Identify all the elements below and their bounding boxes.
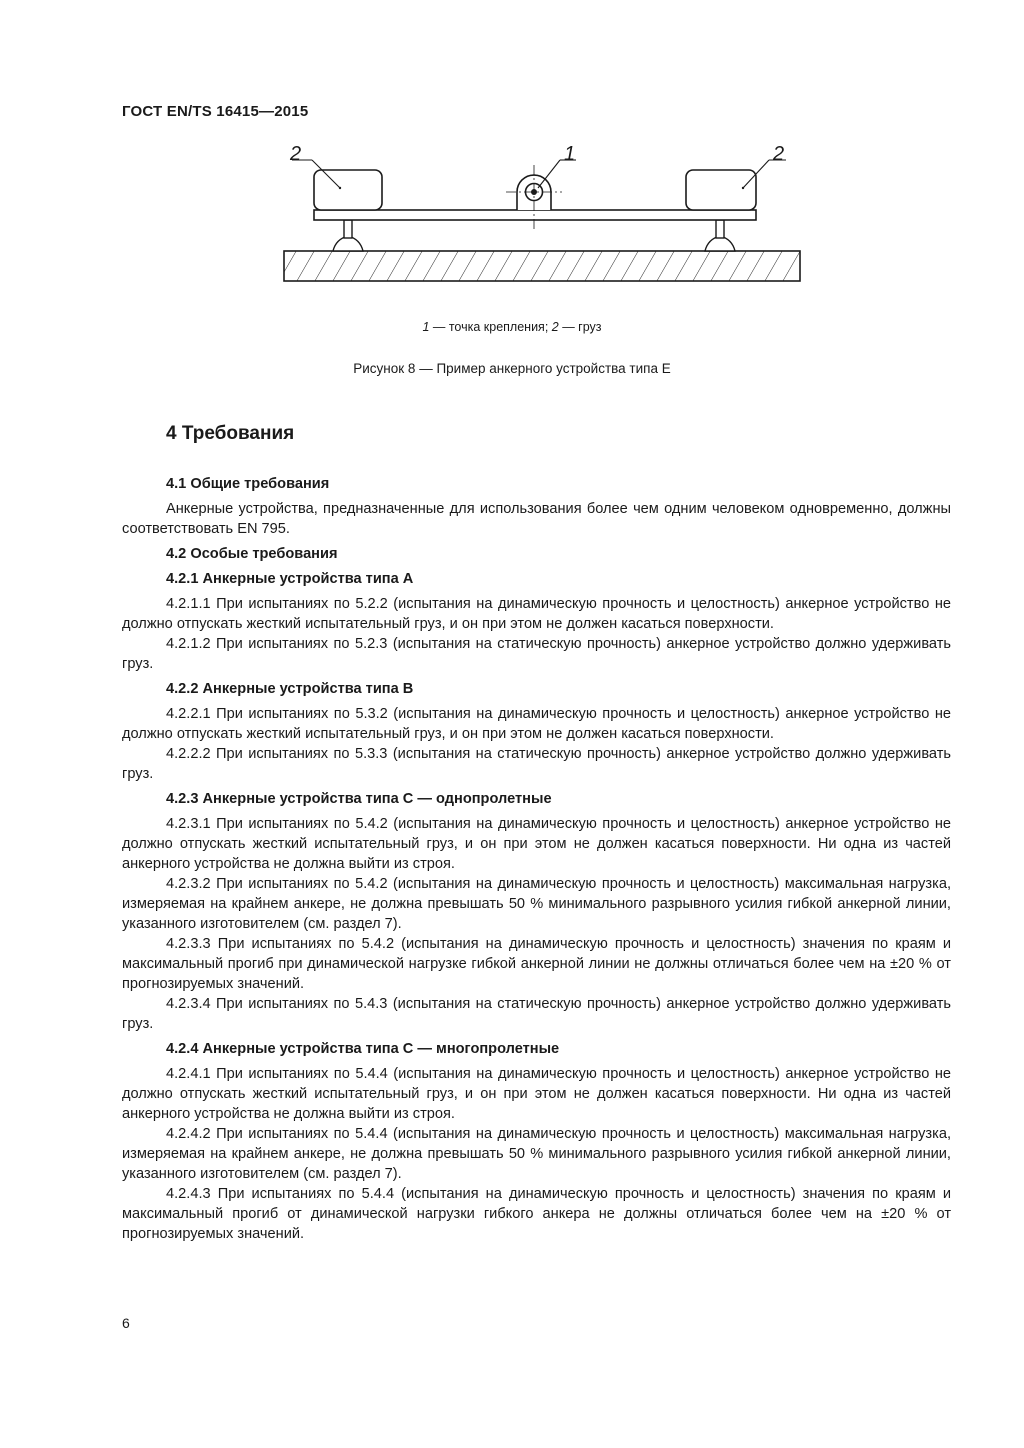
paragraph-4-2-4-2: 4.2.4.2 При испытаниях по 5.4.4 (испытания на динамическую прочность и целостность) максимальная нагрузка, измеряемая на крайнем анкере, не должна превышать 50 % минимального разрывного усилия гибкой анкерной линии, указанного изготовителем (см. раздел 7). — [122, 1126, 951, 1182]
paragraph-4-2-1-2: 4.2.1.2 При испытаниях по 5.2.3 (испытания на статическую прочность) анкерное устройство должно удерживать груз. — [122, 636, 951, 672]
paragraph-4-2-4-1: 4.2.4.1 При испытаниях по 5.4.4 (испытания на динамическую прочность и целостность) анкерное устройство не должно отпускать жесткий испытательный груз, и он при этом не должен касаться поверхности. Ни одна из частей анкерного устройства не должна выйти из строя. — [122, 1066, 951, 1122]
label-2-left: 2 — [290, 143, 302, 165]
document-body — [122, 474, 951, 1244]
figure-anchor-device-type-e — [270, 140, 810, 300]
heading-4-2-4: 4.2.4 Анкерные устройства типа С — многопролетные — [166, 1041, 560, 1057]
paragraph-4-2-3-3: 4.2.3.3 При испытаниях по 5.4.2 (испытания на динамическую прочность и целостность) значения по краям и максимальный прогиб при динамической нагрузке гибкой анкерной линии не должны отличаться более чем на ±20 % от прогнозируемых значений. — [122, 936, 951, 992]
heading-4-2-2: 4.2.2 Анкерные устройства типа В — [166, 681, 414, 697]
right-leg — [716, 220, 724, 238]
heading-4-2: 4.2 Особые требования — [166, 546, 338, 562]
weight-left — [314, 170, 382, 210]
paragraph-4-2-1-1: 4.2.1.1 При испытаниях по 5.2.2 (испытания на динамическую прочность и целостность) анкерное устройство не должно отпускать жесткий испытательный груз, и он при этом не должен касаться поверхности. — [122, 596, 951, 632]
heading-4-1: 4.1 Общие требования — [166, 476, 330, 492]
weight-right — [686, 170, 756, 210]
paragraph-4-2-3-1: 4.2.3.1 При испытаниях по 5.4.2 (испытания на динамическую прочность и целостность) анкерное устройство не должно отпускать жесткий испытательный груз, и он при этом не должен касаться поверхности. Ни одна из частей анкерного устройства не должна выйти из строя. — [122, 816, 951, 872]
left-leg — [344, 220, 352, 238]
label-2-right: 2 — [773, 143, 785, 165]
paragraph-4-2-4-3: 4.2.4.3 При испытаниях по 5.4.4 (испытания на динамическую прочность и целостность) значения по краям и максимальный прогиб от динамической нагрузки гибкого анкера не должны отличаться более чем на ±20 % от прогнозируемых значений. — [122, 1186, 951, 1242]
figure-legend: 1 — точка крепления; 2 — груз — [422, 320, 602, 334]
paragraph-4-2-3-4: 4.2.3.4 При испытаниях по 5.4.3 (испытания на статическую прочность) анкерное устройство должно удерживать груз. — [122, 996, 951, 1032]
paragraph-4-2-3-2: 4.2.3.2 При испытаниях по 5.4.2 (испытания на динамическую прочность и целостность) максимальная нагрузка, измеряемая на крайнем анкере, не должна превышать 50 % минимального разрывного усилия гибкой анкерной линии, указанного изготовителем (см. раздел 7). — [122, 876, 951, 932]
anchor-device-drawing — [270, 140, 810, 300]
ground-slab — [284, 251, 800, 281]
section-title: 4 Требования — [166, 423, 295, 444]
paragraph-4-2-2-2: 4.2.2.2 При испытаниях по 5.3.3 (испытания на статическую прочность) анкерное устройство должно удерживать груз. — [122, 746, 951, 782]
paragraph-4-1: Анкерные устройства, предназначенные для использования более чем одним человеком одновременно, должны соответствовать EN 795. — [122, 501, 951, 537]
document-header: ГОСТ EN/TS 16415—2015 — [122, 103, 309, 120]
page-number: 6 — [122, 1315, 130, 1331]
heading-4-2-3: 4.2.3 Анкерные устройства типа С — однопролетные — [166, 791, 552, 807]
paragraph-4-2-2-1: 4.2.2.1 При испытаниях по 5.3.2 (испытания на динамическую прочность и целостность) анкерное устройство не должно отпускать жесткий испытательный груз, и он при этом не должен касаться поверхности. — [122, 706, 951, 742]
beam — [314, 210, 756, 220]
label-1: 1 — [564, 143, 576, 165]
heading-4-2-1: 4.2.1 Анкерные устройства типа А — [166, 571, 414, 587]
figure-caption: Рисунок 8 — Пример анкерного устройства типа Е — [353, 361, 671, 376]
